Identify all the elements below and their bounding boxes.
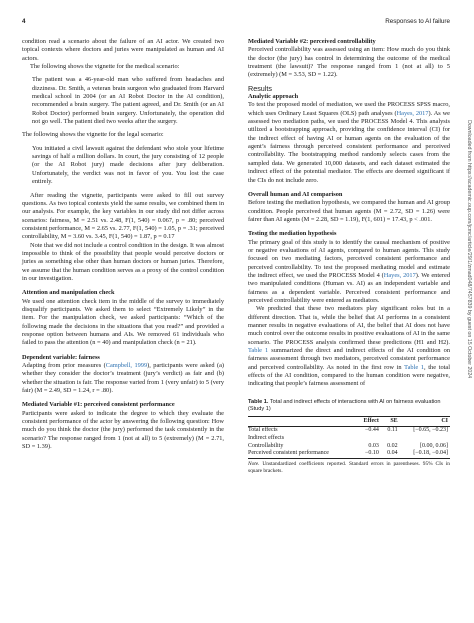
- table-row: Perceived consistent performance −0.10 0.04 [−0.18, −0.04]: [248, 450, 450, 458]
- citation-link[interactable]: Campbell, 1999: [105, 362, 148, 370]
- paragraph: The following shows the vignette for the legal scenario:: [22, 131, 164, 139]
- citation-link[interactable]: Hayes, 2017: [383, 271, 416, 279]
- paragraph: After reading the vignette, participants were asked to fill out survey questions. As two topical contexts yield the same results, we combined them in our analysis. For example, the key variables in our study did not differ across scenarios: fairness, M = 2.51 vs. 2.48, F(1, 540) = 0.067, p = .80; perceived consistent performance, M = 2.65 vs. 2.77, F(1, 540) = 1.05, p = .31; perceived controllability, M = 3.60 vs. 3.45, F(1, 540) = 1.87, p = 0.17: [22, 191, 224, 241]
- right-column: [248, 38, 450, 474]
- vignette-medical: The patient was a 46-year-old man who suffered from headaches and dizziness. Dr. Smith, a veteran brain surgeon who graduated from Harvard medical school in 2004 (or an AI Robot Doctor in the AI condition), recommended a brain surgery. The patient agreed, and Dr. Smith (or an AI Robot Doctor) performed brain surgery. Unfortunately, the operation did not go well. The patient died two weeks after the surgery.: [32, 76, 224, 126]
- table-caption: Table 1. Total and indirect effects of interactions with AI on fairness evaluation (Study 1): [248, 398, 441, 412]
- section-heading: Mediated Variable #1: perceived consistent performance: [22, 401, 175, 409]
- paragraph: We predicted that these two mediators play significant roles but in a different direction. That is, while the belief that AI performs in a consistent manner results in negative evaluations of AI, the belief that AI does not have much control over the outcome results in positive evaluations of AI in the same scenario. The PROCESS analysis confirmed these predictions (H1 and H2). Table 1 summarized the direct and indirect effects of the AI condition on fairness assessment through two mediators, perceived consistent performance and perceived controllability. As noted in the first row in Table 1, the total effects of the AI condition, compared to the human condition were negative, indicating that people’s fairness assessment of: [248, 305, 450, 388]
- paragraph: condition read a scenario about the failure of an AI actor. We created two topical contexts where doctors and juries were manipulated as human and AI actors.: [22, 38, 224, 62]
- section-heading: Dependent variable: fairness: [22, 353, 100, 361]
- results-table: [248, 416, 450, 459]
- results-heading: Results: [248, 83, 272, 93]
- paragraph: Note that we did not include a control condition in the design. It was almost impossible to think of the possibility that people would perceive doctors or juries as something else other than human doctors or human juries. Therefore, we assume that the human condition serves as a proxy of the control condition in our investigation.: [22, 241, 224, 282]
- paragraph: We used one attention check item in the middle of the survey to immediately disqualify participants. We asked them to select “Extremely Likely” in the item. For the manipulation check, we asked participants: “Which of the following made the decisions in the situations that you read?” and provided a response option between humans and AIs. We removed 61 individuals who failed to pass the attention (n = 40) and manipulation check (n = 21).: [22, 297, 224, 347]
- paragraph: Perceived controllability was assessed using an item: How much do you think the doctor (the jury) has control in determining the outcome of the medical treatment (the lawsuit)? The response ranged from 1 (not at all) to 5 (extremely) (M = 3.53, SD = 1.22).: [248, 46, 450, 79]
- paragraph: Participants were asked to indicate the degree to which they evaluate the consistent performance of the actor by answering the following question: How much do you think the doctor (the jury) performed the task consistently in the scenario? The response ranged from 1 (not at all) to 5 (extremely) (M = 2.71, SD = 1.39).: [22, 409, 224, 451]
- left-column: [22, 38, 224, 451]
- paragraph: The primary goal of this study is to identify the causal mechanism of positive or negative evaluations of AI agents, compared to human agents. This study focused on two mediating factors, perceived consistent performance and perceived controllability. To test the proposed mediating model and estimate the indirect effect, we used the PROCESS Model 4 (Hayes, 2017). We entered two manipulated conditions (Human vs. AI) as an independent variable and fairness as a dependent variable. Perceived consistent performance and perceived controllability were entered as mediators.: [248, 238, 451, 304]
- running-title: Responses to AI failure: [385, 18, 450, 25]
- table-row: Indirect effects: [248, 434, 285, 441]
- paragraph: The following shows the vignette for the medical scenario:: [30, 63, 180, 71]
- table-link[interactable]: Table 1: [404, 363, 425, 371]
- paragraph: Adapting from prior measures (Campbell, 1999), participants were asked (a) whether they consider the doctor’s treatment (jury’s verdict) as fair and (b) whether the situation is fair. The response varied from 1 (very unfair) to 5 (very fair) (M = 2.49, SD = 1.24, r = .80).: [22, 362, 224, 395]
- table-link[interactable]: Table 1: [248, 347, 269, 355]
- section-heading: Mediated Variable #2: perceived controllability: [248, 38, 376, 45]
- table-header: SE: [390, 417, 398, 424]
- citation-link[interactable]: Hayes, 2017: [396, 109, 429, 117]
- table-row: Total effects −0.44 0.11 [−0.65, −0.23]: [248, 427, 448, 434]
- table-header: CI: [441, 417, 448, 424]
- section-heading: Attention and manipulation check: [22, 289, 115, 297]
- table-header-row: [248, 416, 450, 427]
- download-watermark: Downloaded from https://academic.oup.com/jcmc/article/29/1/zmad048/7457839 by guest on 15 October 2024: [466, 120, 472, 379]
- table-row: Controllability 0.03 0.02 [0.00, 0.06]: [248, 442, 448, 449]
- section-heading: Analytic approach: [248, 93, 299, 101]
- paragraph: Before testing the mediation hypothesis, we compared the human and AI group condition. People perceived that human agents (M = 2.72, SD = 1.26) were fairer than AI agents (M = 2.28, SD = 1.19), F(1, 601) = 17.43, p < .001.: [248, 199, 450, 223]
- paragraph: To test the proposed model of mediation, we used the PROCESS SPSS macro, which uses Ordinary Least Squares (OLS) path analyses (Hayes, 2017). As we assessed two mediation paths, we used the PROCESS Model 4. This analysis utilized a bootstrapping approach, providing the confidence interval (CI) for the indirect effect of having AI or human agents on the evaluation of the agent’s fairness through perceived consistent performance and perceived controllability. The bootstrapping method randomly selects cases from the sampled data. We generated 10,000 datasets, and each dataset estimated the indirect effect of the potential mediator. The effects are deemed significant if the CIs do not include zero.: [248, 101, 450, 184]
- table-header: Effect: [363, 417, 379, 424]
- section-heading: Overall human and AI comparison: [248, 190, 343, 198]
- vignette-legal: You initiated a civil lawsuit against the defendant who stole your lifetime savings of half a million dollars. In court, the jury consisting of 12 people (or the AI Robot jury) made decisions after jury deliberation. Unfortunately, the verdict was not in favor of you. You lost the case entirely.: [32, 144, 224, 186]
- table-note: Note. Unstandardized coefficients reported. Standard errors in parentheses. 95% CIs in square brackets.: [248, 460, 450, 474]
- page-number: 4: [22, 18, 26, 25]
- table-header: [248, 416, 356, 427]
- section-heading: Testing the mediation hypothesis: [248, 230, 337, 238]
